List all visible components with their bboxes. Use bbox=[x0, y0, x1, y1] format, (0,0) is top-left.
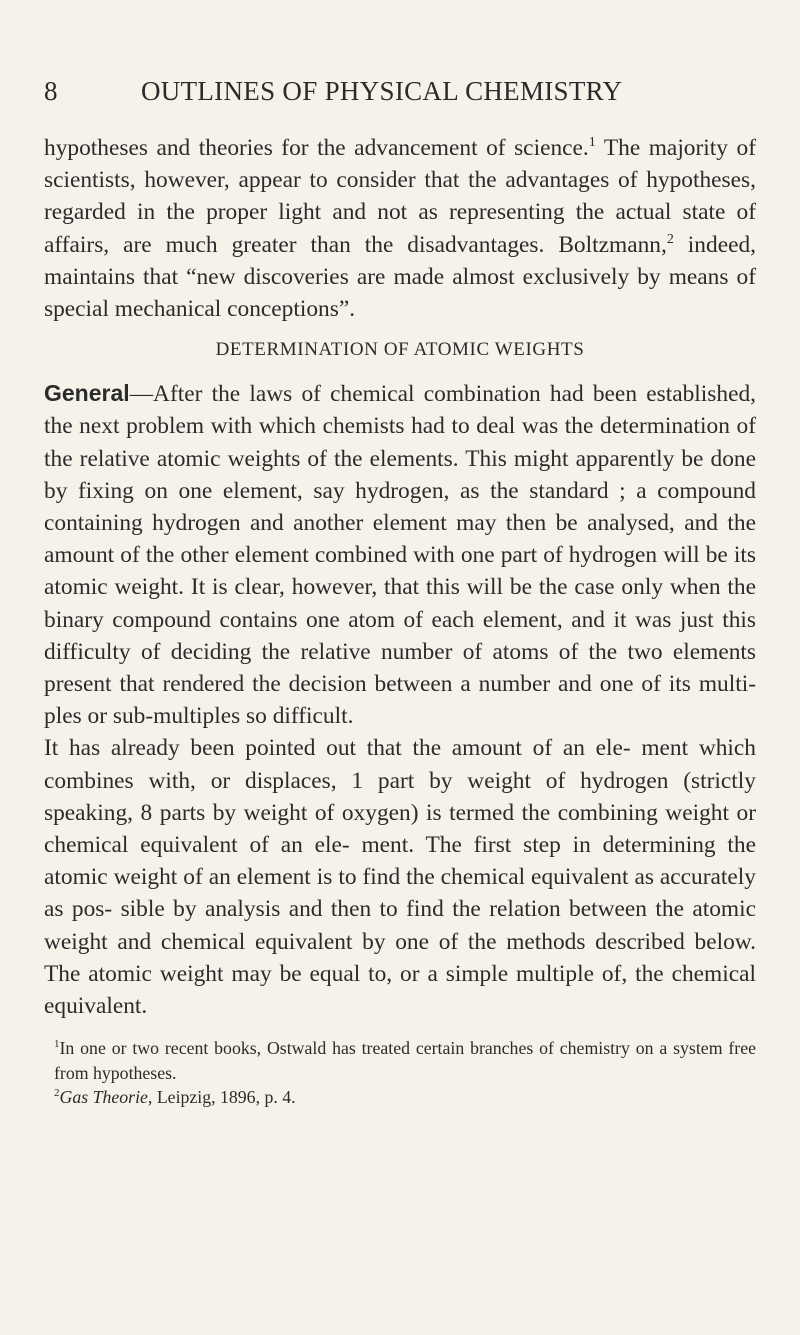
cited-title: Gas Theorie bbox=[59, 1087, 148, 1108]
footnote-2: $^2$Gas Theorie, Leipzig, 1896, p. 4. bbox=[54, 1087, 296, 1108]
paragraph-3: It has already been pointed out that the amount of an ele- ment which combines with, or displaces, 1 part by weight of hydrogen (strictly speaking, 8 parts by weight of oxygen) is termed the combining weight or chemical equivalent of an ele- ment. The first step in determining the atomic weight of an element is to find the chemical equivalent as accurately as pos- sible by analysis and then to find the relation between the atomic weight and chemical equivalent by one of the methods described below. The atomic weight may be equal to, or a simple multiple of, the chemical equivalent. bbox=[44, 735, 756, 1020]
run-in-heading: General bbox=[44, 380, 130, 407]
section-heading: DETERMINATION OF ATOMIC WEIGHTS bbox=[215, 339, 585, 361]
page-header bbox=[44, 72, 756, 112]
paragraph-1: hypotheses and theories for the advancement of science.$^1$ The majority of scientists, however, appear to consider that the advantages of hypotheses, regarded in the proper light and not as representing the actual state of affairs, are much greater than the disadvantages. Boltzmann,$^2$ indeed, maintains that “new discoveries are made almost exclusively by means of special mechanical conceptions”. bbox=[44, 135, 757, 323]
main-text bbox=[44, 132, 756, 1110]
running-title: OUTLINES OF PHYSICAL CHEMISTRY bbox=[141, 76, 623, 106]
footnote-1: $^1$In one or two recent books, Ostwald has treated certain branches of chemistry on a system free from hypotheses. bbox=[54, 1038, 756, 1083]
paragraph-2: General—After the laws of chemical combination had been established, the next problem with which chemists had to deal was the determination of the relative atomic weights of the elements. This might apparently be done by fixing on one element, say hydrogen, as the standard ; a compound containing hydrogen and another element may then be analysed, and the amount of the other element combined with one part of hydrogen will be its atomic weight. It is clear, however, that this will be the case only when the binary compound contains one atom of each element, and it was just this difficulty of deciding the relative number of atoms of the two elements present that rendered the decision between a number and one of its multi- ples or sub-multiples so difficult. bbox=[44, 380, 756, 730]
footnotes bbox=[44, 1036, 756, 1110]
footnote-ref-2: 2 bbox=[666, 231, 674, 247]
page-number: 8 bbox=[44, 76, 58, 106]
footnote-ref-1: 1 bbox=[588, 135, 596, 150]
